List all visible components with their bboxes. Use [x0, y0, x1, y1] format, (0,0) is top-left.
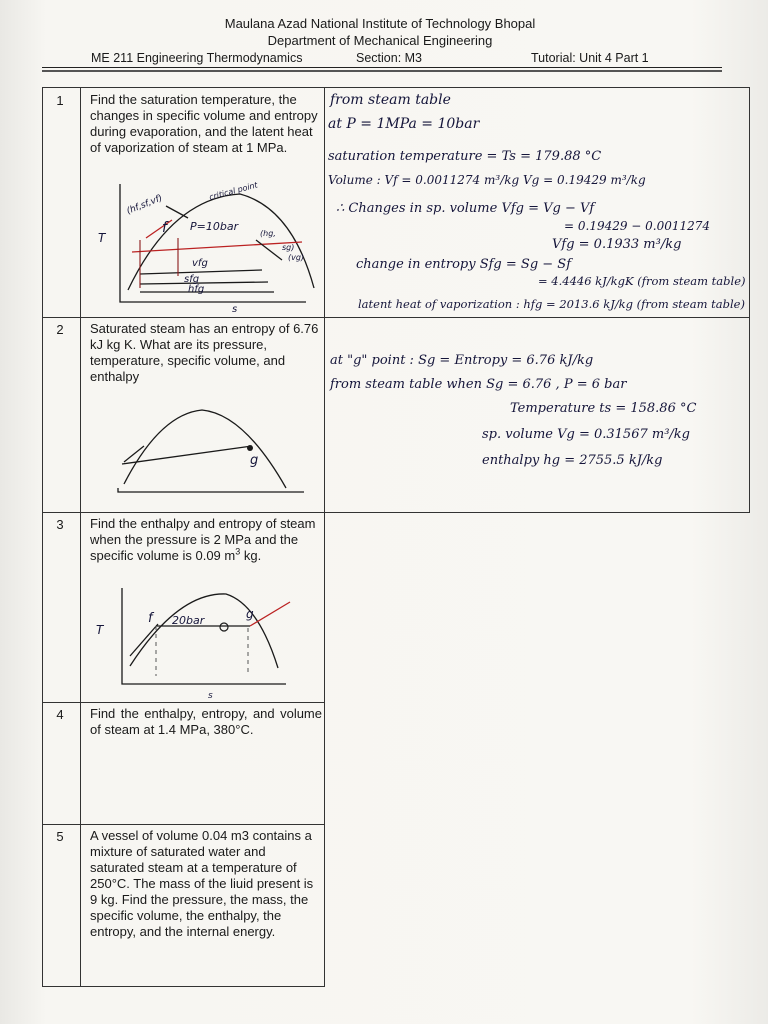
answer-line: from steam table — [330, 92, 451, 108]
question-number: 2 — [56, 322, 64, 337]
question-text: Find the enthalpy and entropy of steam when the pressure is 2 MPa and the specific volume is 0.09 $m^3$ kg. — [90, 516, 316, 563]
answer-line: Vfg = 0.1933 m³/kg — [552, 237, 682, 252]
row-divider-4 — [42, 824, 325, 825]
q1-coords-g: (hg, — [260, 229, 276, 238]
answer-line: sp. volume Vg = 0.31567 m³/kg — [482, 427, 690, 442]
question-number: 4 — [56, 707, 64, 722]
q1-sfg: sfg — [184, 274, 200, 285]
table-border-left — [42, 87, 43, 987]
row-divider-3 — [42, 702, 325, 703]
question-text: Saturated steam has an entropy of 6.76 kJ kg K. What are its pressure, temperature, specific volume, and enthalpy — [90, 321, 319, 384]
q2-state-g: g — [250, 453, 259, 468]
section-label: Section: M3 — [356, 51, 423, 65]
q1-hfg: hfg — [188, 284, 205, 295]
department-name: Department of Mechanical Engineering — [267, 33, 493, 48]
q3-axis-s: s — [208, 691, 213, 701]
answer-line: = 4.4446 kJ/kgK (from steam table) — [538, 274, 746, 288]
header-rule-thick — [42, 70, 722, 72]
q1-axis-t: T — [98, 231, 106, 245]
q3-state-f: f — [148, 611, 153, 626]
answer-line: from steam table when Sg = 6.76 , P = 6 bar — [330, 377, 627, 392]
question-number: 1 — [56, 93, 64, 108]
ts-diagram-q2 — [108, 392, 308, 504]
q3-axis-t: T — [96, 623, 104, 637]
question-text: Find the saturation temperature, the changes in specific volume and entropy during evaporation, and the latent heat of vaporization of steam at 1 MPa. — [90, 92, 318, 155]
state-point-g — [247, 445, 253, 451]
institute-name: Maulana Azad National Institute of Technology Bhopal — [224, 16, 536, 31]
question-text: A vessel of volume 0.04 m3 contains a mixture of saturated water and saturated steam at a temperature of 250°C. The mass of the liuid present is 9 kg. Find the pressure, the mass, the specific volume, the enthalpy, the entropy, and the internal energy. — [90, 828, 314, 939]
state-point — [220, 623, 228, 631]
q1-vg: (vg) — [288, 253, 305, 262]
course-title: ME 211 Engineering Thermodynamics — [91, 51, 303, 65]
answer-line: saturation temperature = Ts = 179.88 °C — [328, 149, 602, 164]
tutorial-label: Tutorial: Unit 4 Part 1 — [531, 51, 649, 65]
header-rule — [42, 67, 722, 68]
q3-pressure: 20bar — [172, 614, 205, 627]
answer-line: Volume : Vf = 0.0011274 m³/kg Vg = 0.19429 m³/kg — [328, 173, 646, 187]
q1-sg: sg) — [282, 243, 295, 252]
q1-state-f: f — [162, 220, 167, 236]
answer-line: at "g" point : Sg = Entropy = 6.76 kJ/kg — [330, 353, 594, 368]
handwritten-answer-q1 — [328, 88, 768, 318]
table-divider-num — [80, 87, 81, 987]
table-divider-text — [324, 87, 325, 987]
answer-line: = 0.19429 − 0.0011274 — [564, 219, 711, 233]
ts-diagram-q3 — [90, 584, 320, 702]
q1-pressure: P=10bar — [190, 220, 239, 233]
answer-line: latent heat of vaporization : hfg = 2013.6 kJ/kg (from steam table) — [358, 297, 745, 311]
answer-line: enthalpy hg = 2755.5 kJ/kg — [482, 453, 663, 468]
q1-axis-s: s — [232, 304, 238, 314]
q3-state-g: g — [246, 607, 254, 621]
ts-diagram-q1 — [92, 178, 324, 314]
question-number: 3 — [56, 517, 64, 532]
answer-line: Temperature ts = 158.86 °C — [510, 401, 697, 416]
table-border-bottom — [42, 986, 325, 987]
question-text: Find the enthalpy, entropy, and volume of steam at 1.4 MPa, 380°C. — [90, 706, 322, 737]
q1-coords-f: (hf,sf,vf) — [125, 193, 165, 217]
question-number: 5 — [56, 829, 64, 844]
q1-critical-point: critical point — [208, 180, 259, 202]
answer-line: change in entropy Sfg = Sg − Sf — [356, 257, 572, 272]
answer-line: at P = 1MPa = 10bar — [328, 116, 480, 132]
answer-line: ∴ Changes in sp. volume Vfg = Vg − Vf — [336, 201, 595, 216]
handwritten-answer-q2 — [328, 318, 768, 548]
q1-vfg: vfg — [192, 258, 208, 269]
